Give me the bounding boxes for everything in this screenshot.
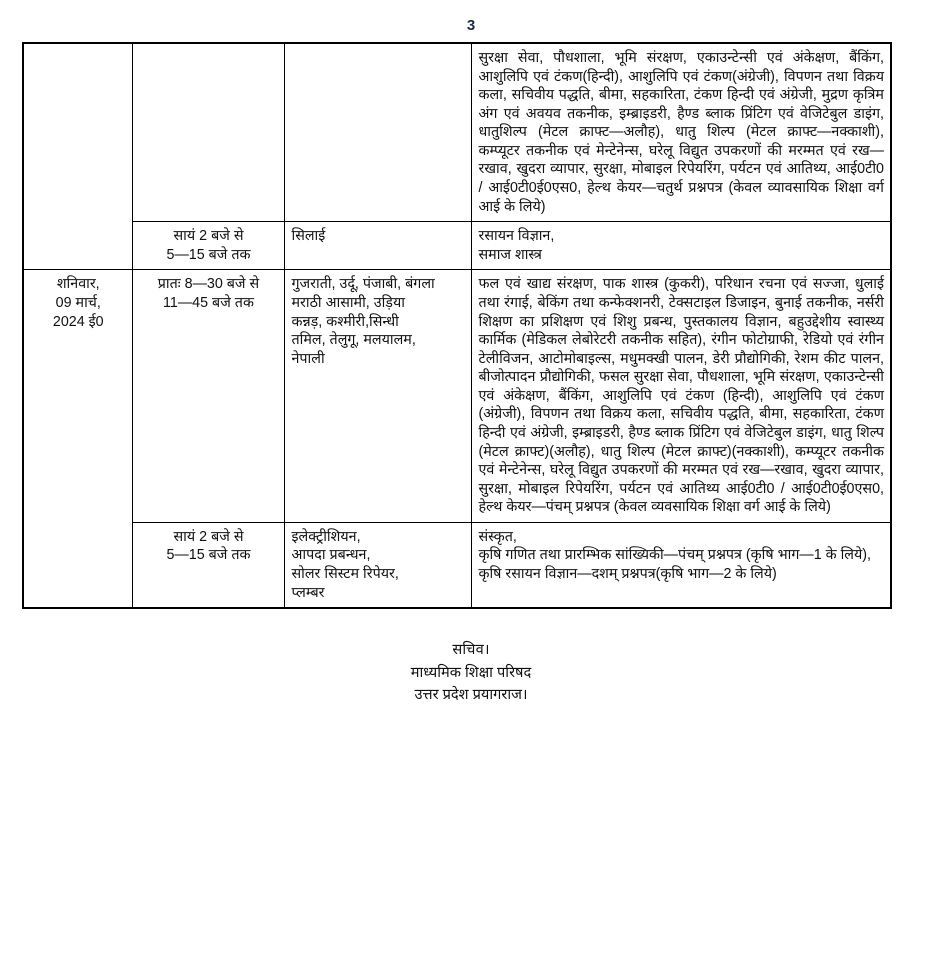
exam-schedule-table-wrapper bbox=[22, 42, 890, 609]
language-line: प्लम्बर bbox=[291, 584, 325, 601]
subject-cell: सुरक्षा सेवा, पौधशाला, भूमि संरक्षण, एकाउन्टेन्सी एवं अंकेक्षण, बैंकिंग, आशुलिपि एवं टंकण(हिन्दी), आशुलिपि एवं टंकण(अंग्रेजी), विपणन तथा विक्रय कला, सचिवीय पद्धति, बीमा, सहकारिता, टंकण हिन्दी एवं अंग्रेजी, मुद्रण कृत्रिम अंग एवं अवयव तकनीक, इम्ब्राइडरी, हैण्ड ब्लाक प्रिंटिग एवं वेजिटेबुल डाइंग, धातुशिल्प (मेटल क्राफ्ट—अलौह), धातु शिल्प (मेटल क्राफ्ट—नक्काशी), कम्प्यूटर तकनीक एवं मेन्टेनेन्स, घरेलू विद्युत उपकरणों की मरम्मत एवं रख—रखाव, खुदरा व्यापार, सुरक्षा, मोबाइल रिपेयरिंग, पर्यटन एवं आतिथ्य, आई0टी0 / आई0टी0ई0एस0, हेल्थ केयर—चतुर्थ प्रश्नपत्र (केवल व्यावसायिक शिक्षा वर्ग आई के लिये) bbox=[471, 43, 891, 222]
subject-cell: फल एवं खाद्य संरक्षण, पाक शास्त्र (कुकरी), परिधान रचना एवं सज्जा, धुलाई तथा रंगाई, बेकिंग तथा कन्फेक्शनरी, टेक्सटाइल डिजाइन, बुनाई तकनीक, नर्सरी शिक्षण का प्रशिक्षण एवं शिशु प्रबन्ध, पुस्तकालय विज्ञान, बहुउद्देशीय स्वास्थ्य कार्मिक (मेडिकल लेबोरेटरी तकनीक सहित), रंगीन फोटोग्राफी, रेडियो एवं रंगीन टेलीविजन, आटोमोबाइल्स, मधुमक्खी पालन, डेरी प्रौद्योगिकी, रेशम कीट पालन, बीजोत्पादन प्रौद्योगिकी, फसल सुरक्षा सेवा, पौधशाला, भूमि संरक्षण, एकाउन्टेन्सी एवं अंकेक्षण, बैंकिंग, आशुलिपि एवं टंकण (हिन्दी), आशुलिपि एवं टंकण (अंग्रेजी), विपणन तथा विक्रय कला, सचिवीय पद्धति, बीमा, सहकारिता, टंकण हिन्दी एवं अंग्रेजी, इम्ब्राइडरी, हैण्ड ब्लाक प्रिंटिग एवं वेजिटेबुल डाइंग, धातु शिल्प (मेटल क्राफ्ट)(अलौह), धातु शिल्प (मेटल क्राफ्ट)(नक्काशी), कम्प्यूटर तकनीक एवं मेन्टेनेन्स, घरेलू विद्युत उपकरणों की मरम्मत एवं रख—रखाव, खुदरा व्यापार, सुरक्षा, मोबाइल रिपेयरिंग, पर्यटन एवं आतिथ्य आई0टी0 / आई0टी0ई0एस0, हेल्थ केयर—पंचम् प्रश्नपत्र (केवल व्यवसायिक शिक्षा वर्ग आई के लिये) bbox=[471, 270, 891, 523]
subject-line: संस्कृत, bbox=[478, 528, 517, 545]
exam-schedule-table bbox=[22, 42, 892, 609]
table-body bbox=[23, 43, 891, 608]
table-row bbox=[23, 522, 891, 608]
time-line: 5—15 बजे तक bbox=[166, 246, 251, 263]
time-cell bbox=[132, 270, 284, 523]
subject-cell bbox=[471, 522, 891, 608]
date-line: 2024 ई0 bbox=[52, 313, 104, 330]
subject-line: कृषि गणित तथा प्रारम्भिक सांख्यिकी—पंचम् प्रश्नपत्र (कृषि भाग—1 के लिये), bbox=[478, 547, 871, 564]
date-line: 09 मार्च, bbox=[55, 294, 101, 311]
language-cell bbox=[284, 222, 471, 270]
time-line: 5—15 बजे तक bbox=[166, 547, 251, 564]
language-line: इलेक्ट्रीशियन, bbox=[291, 528, 361, 545]
subject-line: समाज शास्त्र bbox=[478, 246, 542, 263]
signature-organization: माध्यमिक शिक्षा परिषद bbox=[410, 664, 532, 681]
signature-designation: सचिव। bbox=[452, 642, 490, 659]
time-cell bbox=[132, 222, 284, 270]
table-row bbox=[23, 43, 891, 222]
language-cell bbox=[284, 270, 471, 523]
exam-date-cell bbox=[23, 270, 132, 608]
language-line: मराठी आसामी, उड़िया bbox=[291, 294, 405, 311]
time-line: सायं 2 बजे से bbox=[173, 228, 244, 245]
signature-location: उत्तर प्रदेश प्रयागराज। bbox=[414, 687, 528, 704]
time-line: प्रातः 8—30 बजे से bbox=[157, 276, 260, 293]
language-line: गुजराती, उर्दू, पंजाबी, बंगला bbox=[291, 276, 435, 293]
subject-line: कृषि रसायन विज्ञान—दशम् प्रश्नपत्र(कृषि भाग—2 के लिये) bbox=[478, 566, 777, 583]
subject-cell bbox=[471, 222, 891, 270]
language-line: सिलाई bbox=[291, 228, 326, 245]
language-cell-empty bbox=[284, 43, 471, 222]
subject-line: रसायन विज्ञान, bbox=[478, 228, 555, 245]
table-row bbox=[23, 270, 891, 523]
time-line: सायं 2 बजे से bbox=[173, 528, 244, 545]
time-cell bbox=[132, 522, 284, 608]
date-cell-empty bbox=[23, 43, 132, 270]
language-line: नेपाली bbox=[291, 350, 325, 367]
time-cell-empty bbox=[132, 43, 284, 222]
language-cell bbox=[284, 522, 471, 608]
language-line: सोलर सिस्टम रिपेयर, bbox=[291, 566, 399, 583]
language-line: कन्नड़, कश्मीरी,सिन्धी bbox=[291, 313, 399, 330]
page-number: 3 bbox=[466, 17, 476, 34]
language-line: तमिल, तेलुगू, मलयालम, bbox=[291, 332, 416, 349]
table-row bbox=[23, 222, 891, 270]
signature-block bbox=[0, 639, 942, 707]
date-line: शनिवार, bbox=[56, 276, 100, 293]
time-line: 11—45 बजे तक bbox=[163, 294, 254, 311]
language-line: आपदा प्रबन्धन, bbox=[291, 547, 371, 564]
